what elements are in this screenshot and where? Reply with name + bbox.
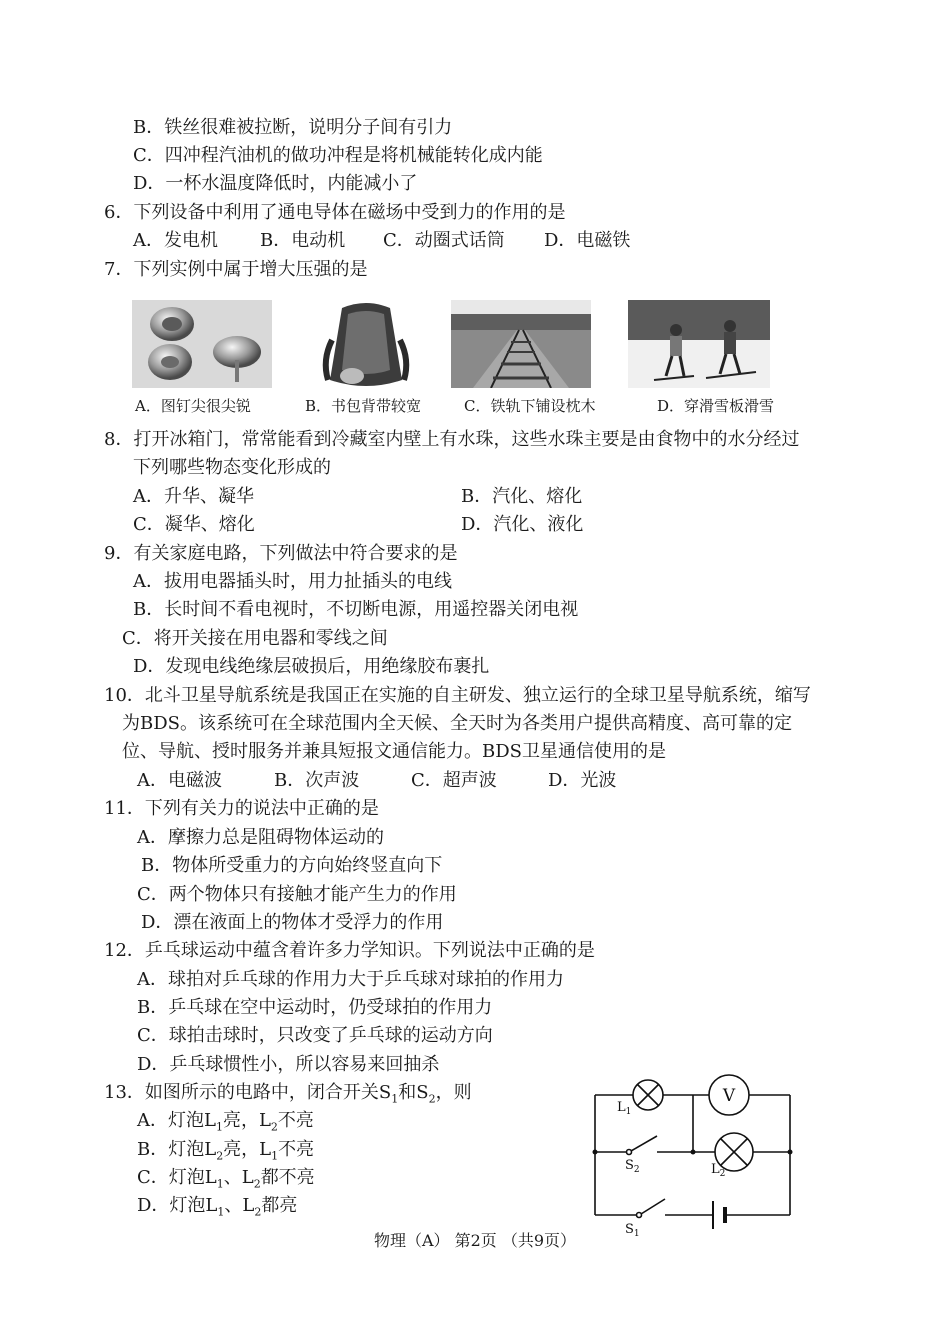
q8-option-a: A．升华、凝华 bbox=[133, 486, 254, 507]
q7-image-railway bbox=[451, 300, 591, 388]
q9-option-d: D．发现电线绝缘层破损后，用绝缘胶布裹扎 bbox=[133, 656, 490, 677]
q13-option-d: D．灯泡$L_1$、$L_2$都亮 bbox=[137, 1195, 298, 1219]
q12-stem: 12．乒乓球运动中蕴含着许多力学知识。下列说法中正确的是 bbox=[104, 940, 595, 961]
switch-s1-icon bbox=[637, 1199, 666, 1218]
q9-stem: 9．有关家庭电路，下列做法中符合要求的是 bbox=[104, 543, 458, 564]
q5-option-c: C．四冲程汽油机的做功冲程是将机械能转化成内能 bbox=[133, 145, 543, 166]
label-l1: $L_1$ bbox=[617, 1100, 632, 1117]
q7-caption-b: B．书包背带较宽 bbox=[305, 397, 422, 415]
q6-option-a: A．发电机 bbox=[133, 230, 218, 251]
q7-caption-a: A．图钉尖很尖锐 bbox=[135, 397, 251, 415]
junction-dot bbox=[788, 1150, 793, 1155]
q7-image-backpack bbox=[302, 300, 430, 388]
q13-option-b: B．灯泡$L_2$亮，$L_1$不亮 bbox=[137, 1139, 315, 1163]
switch-s2-icon bbox=[627, 1136, 658, 1155]
lamp-l2-icon bbox=[715, 1133, 753, 1171]
q9-option-b: B．长时间不看电视时，不切断电源，用遥控器关闭电视 bbox=[133, 599, 579, 620]
label-s1: $S_1$ bbox=[625, 1222, 640, 1239]
q11-option-c: C．两个物体只有接触才能产生力的作用 bbox=[137, 884, 457, 905]
q13-option-a: A．灯泡$L_1$亮，$L_2$不亮 bbox=[137, 1110, 314, 1134]
q7-image-thumbtacks bbox=[132, 300, 272, 388]
q12-option-a: A．球拍对乒乓球的作用力大于乒乓球对球拍的作用力 bbox=[137, 969, 564, 990]
q6-option-d: D．电磁铁 bbox=[544, 230, 631, 251]
q12-option-c: C．球拍击球时，只改变了乒乓球的运动方向 bbox=[137, 1025, 493, 1046]
q11-stem: 11．下列有关力的说法中正确的是 bbox=[104, 798, 379, 819]
q5-option-d: D．一杯水温度降低时，内能减小了 bbox=[133, 173, 418, 194]
q10-stem-line1: 10．北斗卫星导航系统是我国正在实施的自主研发、独立运行的全球卫星导航系统，缩写 bbox=[104, 685, 811, 706]
q6-option-c: C．动圈式话筒 bbox=[383, 230, 505, 251]
q9-option-c: C．将开关接在用电器和零线之间 bbox=[122, 628, 388, 649]
q6-stem: 6．下列设备中利用了通电导体在磁场中受到力的作用的是 bbox=[104, 202, 566, 223]
q13-circuit-diagram bbox=[585, 1065, 805, 1245]
page-footer: 物理（A） 第2页 （共9页） bbox=[373, 1231, 577, 1250]
q7-caption-c: C．铁轨下铺设枕木 bbox=[464, 397, 596, 415]
q10-stem-line3: 位、导航、授时服务并兼具短报文通信能力。BDS卫星通信使用的是 bbox=[122, 741, 666, 762]
q8-option-b: B．汽化、熔化 bbox=[461, 486, 583, 507]
q5-option-b: B．铁丝很难被拉断，说明分子间有引力 bbox=[133, 117, 453, 138]
q10-stem-line2: 为BDS。该系统可在全球范围内全天候、全天时为各类用户提供高精度、高可靠的定 bbox=[122, 713, 792, 734]
q11-option-b: B．物体所受重力的方向始终竖直向下 bbox=[141, 855, 443, 876]
q11-option-a: A．摩擦力总是阻碍物体运动的 bbox=[137, 827, 384, 848]
q8-stem-line1: 8．打开冰箱门，常常能看到冷藏室内壁上有水珠，这些水珠主要是由食物中的水分经过 bbox=[104, 429, 800, 450]
q8-option-c: C．凝华、熔化 bbox=[133, 514, 255, 535]
label-l2: $L_2$ bbox=[711, 1162, 726, 1179]
junction-dot bbox=[691, 1150, 696, 1155]
lamp-l1-icon bbox=[633, 1080, 663, 1110]
q13-stem: 13．如图所示的电路中，闭合开关$S_1$和$S_2$，则 bbox=[104, 1082, 472, 1106]
q12-option-b: B．乒乓球在空中运动时，仍受球拍的作用力 bbox=[137, 997, 493, 1018]
battery-icon bbox=[713, 1201, 725, 1229]
q10-option-d: D．光波 bbox=[548, 770, 617, 791]
q7-caption-d: D．穿滑雪板滑雪 bbox=[657, 397, 775, 415]
junction-dot bbox=[593, 1150, 598, 1155]
label-s2: $S_2$ bbox=[625, 1158, 640, 1175]
q10-option-c: C．超声波 bbox=[411, 770, 497, 791]
q7-image-skiing bbox=[628, 300, 770, 388]
q8-stem-line2: 下列哪些物态变化形成的 bbox=[133, 457, 331, 478]
voltmeter-label: V bbox=[722, 1086, 736, 1106]
q12-option-d: D．乒乓球惯性小，所以容易来回抽杀 bbox=[137, 1054, 440, 1075]
q11-option-d: D．漂在液面上的物体才受浮力的作用 bbox=[141, 912, 444, 933]
q6-option-b: B．电动机 bbox=[260, 230, 346, 251]
q13-option-c: C．灯泡$L_1$、$L_2$都不亮 bbox=[137, 1167, 315, 1191]
q7-stem: 7．下列实例中属于增大压强的是 bbox=[104, 259, 368, 280]
q9-option-a: A．拔用电器插头时，用力扯插头的电线 bbox=[133, 571, 452, 592]
q8-option-d: D．汽化、液化 bbox=[461, 514, 584, 535]
q10-option-a: A．电磁波 bbox=[137, 770, 222, 791]
q10-option-b: B．次声波 bbox=[274, 770, 360, 791]
